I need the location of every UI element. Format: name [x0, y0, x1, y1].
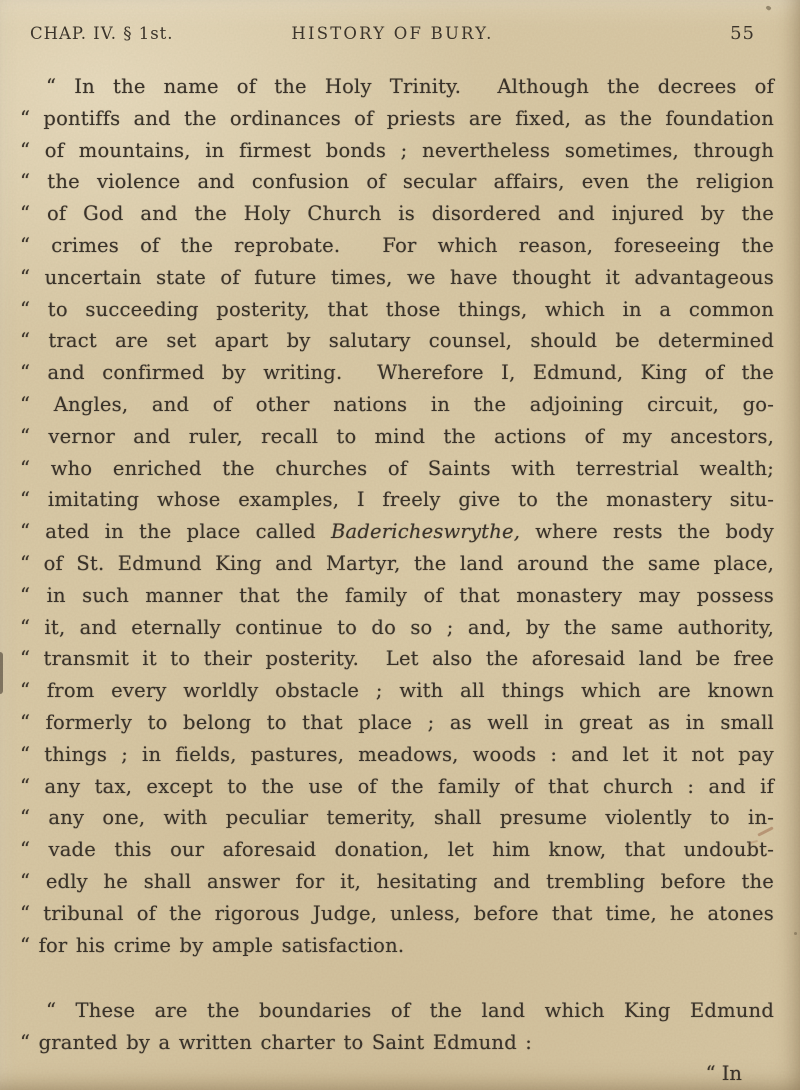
boundaries-line: “ These are the boundaries of the land which King Edmund [46, 999, 774, 1023]
charter-line: “ the violence and confusion of secular affairs, even the religion [20, 170, 774, 194]
charter-line-with-place-name [20, 516, 774, 548]
charter-line: “ vade this our aforesaid donation, let him know, that undoubt- [20, 838, 774, 862]
page-number: 55 [730, 23, 755, 44]
charter-line: “ any one, with peculiar temerity, shall presume violently to in- [20, 806, 774, 830]
charter-line: “ for his crime by ample satisfaction. [20, 933, 405, 957]
running-head [0, 0, 800, 44]
boundaries-paragraph [0, 995, 800, 1059]
charter-line: “ things ; in fields, pastures, meadows, woods : and let it not pay [20, 742, 774, 766]
charter-line: “ it, and eternally continue to do so ; and, by the same authority, [20, 615, 774, 639]
charter-line: “ imitating whose examples, I freely give to the monastery situ- [20, 488, 774, 512]
charter-line: “ formerly to belong to that place ; as well in great as in small [20, 710, 774, 734]
page-edge-ink-mark [0, 652, 3, 694]
charter-line: “ of mountains, in firmest bonds ; nevertheless sometimes, through [20, 138, 774, 162]
place-name-italic: Badericheswrythe, [330, 520, 521, 544]
charter-line: “ in such manner that the family of that monastery may possess [20, 583, 774, 607]
charter-line: “ tract are set apart by salutary counsel, should be determined [20, 329, 774, 353]
charter-line: “ edly he shall answer for it, hesitating and trembling before the [20, 869, 774, 893]
boundaries-line: “ granted by a written charter to Saint Edmund : [20, 1031, 533, 1055]
charter-line: “ of St. Edmund King and Martyr, the land around the same place, [20, 551, 774, 575]
charter-line: “ vernor and ruler, recall to mind the actions of my ancestors, [20, 424, 774, 448]
charter-line: “ of God and the Holy Church is disordered and injured by the [20, 202, 774, 226]
charter-line: “ tribunal of the rigorous Judge, unless, before that time, he atones [20, 901, 774, 925]
book-title: HISTORY OF BURY. [291, 24, 494, 43]
charter-line: “ uncertain state of future times, we have thought it advantageous [20, 265, 774, 289]
charter-line: “ transmit it to their posterity. Let also the aforesaid land be free [20, 647, 774, 671]
line-segment: “ ated in the place called [20, 520, 331, 544]
ink-speck [794, 932, 797, 935]
charter-line: “ from every worldly obstacle ; with all things which are known [20, 679, 774, 703]
charter-line: “ and confirmed by writing. Wherefore I, Edmund, King of the [20, 361, 774, 385]
charter-line: “ crimes of the reprobate. For which reason, foreseeing the [20, 233, 774, 257]
chapter-label: CHAP. IV. § 1st. [30, 24, 174, 43]
charter-paragraph [0, 71, 800, 961]
catchword: “ In [705, 1061, 742, 1085]
charter-line: “ In the name of the Holy Trinity. Although the decrees of [46, 75, 774, 98]
charter-line: “ to succeeding posterity, that those things, which in a common [20, 297, 774, 321]
line-segment: where rests the body [520, 520, 775, 544]
charter-line: “ pontiffs and the ordinances of priests are fixed, as the foundation [20, 106, 774, 130]
charter-line: “ Angles, and of other nations in the adjoining circuit, go- [20, 392, 774, 416]
charter-line: “ who enriched the churches of Saints with terrestrial wealth; [20, 456, 774, 480]
charter-line: “ any tax, except to the use of the family of that church : and if [20, 774, 774, 798]
